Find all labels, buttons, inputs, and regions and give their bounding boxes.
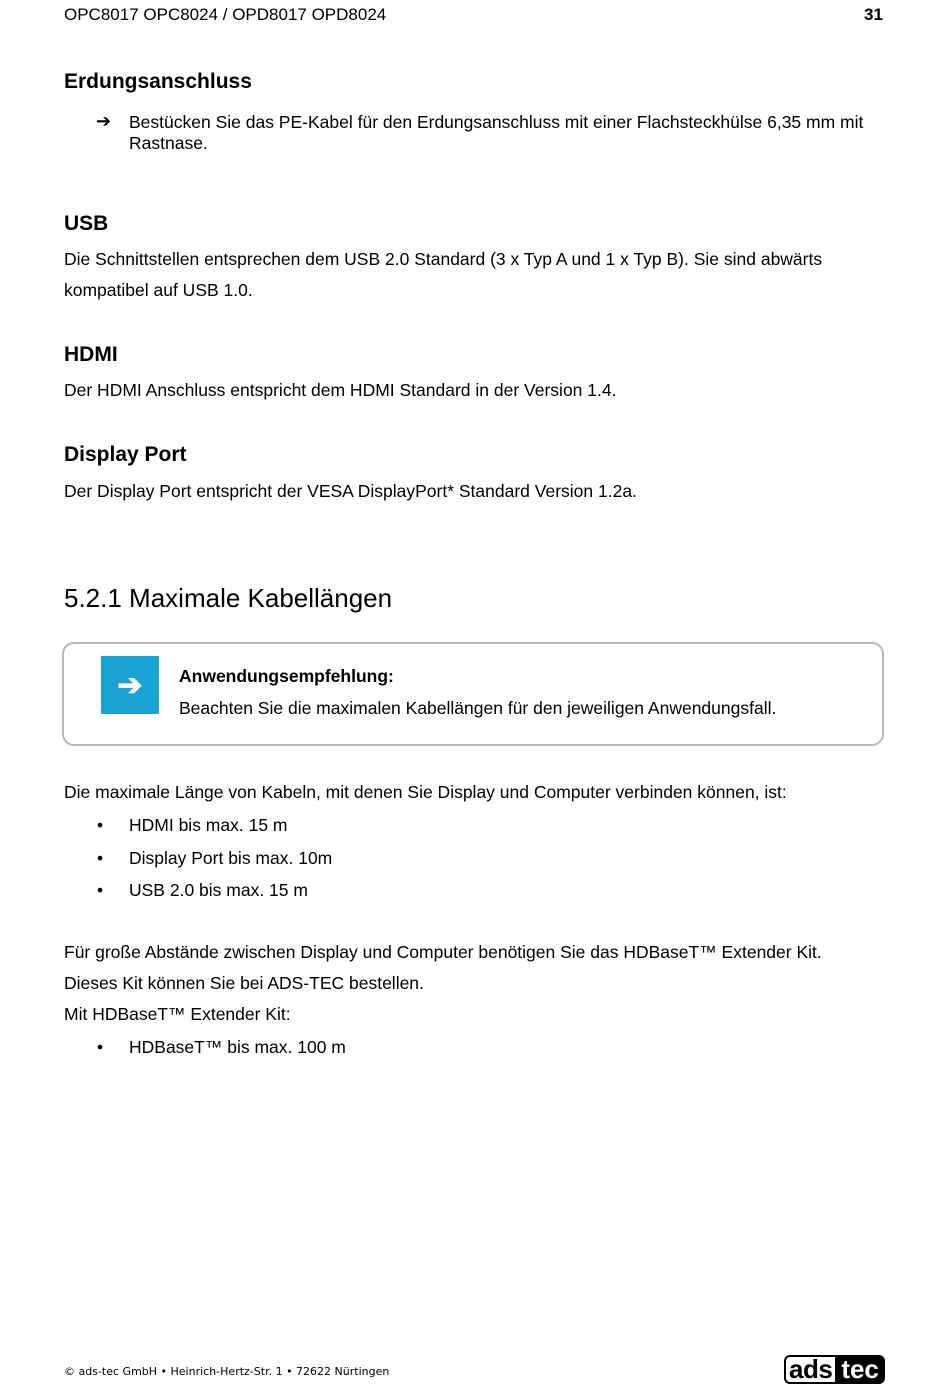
list-item: • USB 2.0 bis max. 15 m (64, 874, 332, 907)
heading-hdmi: HDMI (64, 343, 118, 366)
callout-title: Anwendungsempfehlung: (179, 666, 394, 686)
bullet-icon: • (97, 1037, 104, 1057)
usb-text-line2: kompatibel auf USB 1.0. (64, 280, 253, 300)
bullet-icon: • (97, 880, 104, 900)
arrow-right-icon: ➔ (96, 111, 112, 131)
heading-displayport: Display Port (64, 443, 187, 466)
heading-erdungsanschluss: Erdungsanschluss (64, 70, 252, 93)
document-header-title: OPC8017 OPC8024 / OPD8017 OPD8024 (64, 5, 387, 24)
cable-lengths-list (64, 809, 332, 907)
cable-lengths-intro: Die maximale Länge von Kabeln, mit denen Sie Display und Computer verbinden können, ist: (64, 782, 787, 802)
page-number: 31 (864, 5, 883, 24)
extender-list (64, 1031, 346, 1064)
bullet-icon: • (97, 815, 104, 835)
usb-text-line1: Die Schnittstellen entsprechen dem USB 2.0 Standard (3 x Typ A und 1 x Typ B). Sie sind abwärts (64, 249, 823, 269)
list-item: • HDMI bis max. 15 m (64, 809, 332, 842)
extender-text-line2: Dieses Kit können Sie bei ADS-TEC bestellen. (64, 973, 424, 993)
company-logo: ads tec (784, 1354, 884, 1385)
extender-text-line3: Mit HDBaseT™ Extender Kit: (64, 1004, 291, 1024)
bullet-icon: • (97, 847, 104, 868)
arrow-right-icon: ➔ (101, 656, 159, 714)
arrow-list-text: Bestücken Sie das PE-Kabel für den Erdungsanschluss mit einer Flachsteckhülse 6,35 mm mit Rastnase. (129, 112, 864, 153)
recommendation-callout (62, 642, 884, 746)
list-item: • HDBaseT™ bis max. 100 m (64, 1031, 346, 1064)
callout-text: Beachten Sie die maximalen Kabellängen für den jeweiligen Anwendungsfall. (179, 698, 777, 718)
chapter-heading: 5.2.1 Maximale Kabellängen (64, 583, 393, 613)
displayport-text: Der Display Port entspricht der VESA DisplayPort* Standard Version 1.2a. (64, 481, 637, 501)
extender-text-line1: Für große Abstände zwischen Display und Computer benötigen Sie das HDBaseT™ Extender Kit. (64, 942, 822, 962)
hdmi-text: Der HDMI Anschluss entspricht dem HDMI Standard in der Version 1.4. (64, 380, 617, 400)
list-item: • Display Port bis max. 10m (64, 842, 332, 875)
heading-usb: USB (64, 212, 109, 235)
footer-address: © ads-tec GmbH • Heinrich-Hertz-Str. 1 • 72622 Nürtingen (64, 1365, 390, 1378)
